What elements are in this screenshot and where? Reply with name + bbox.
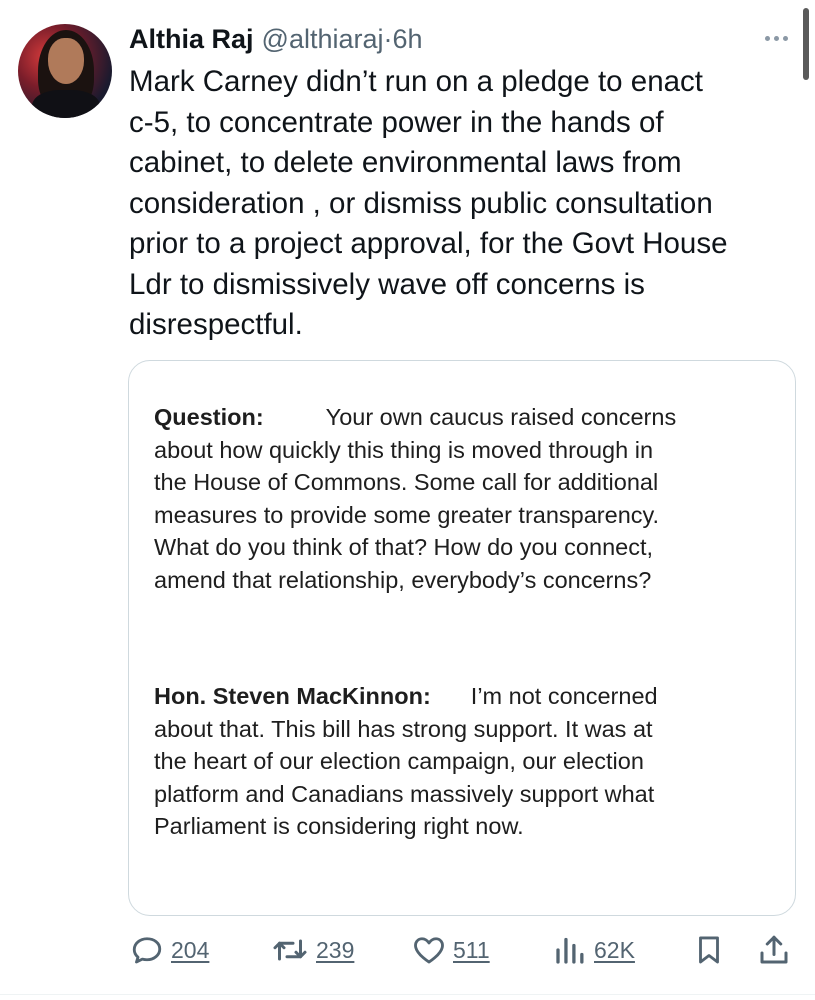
author-handle-time [262, 24, 423, 55]
question-label: Question: [154, 404, 264, 430]
avatar-face [48, 38, 84, 84]
answer-first-line: I’m not concerned [470, 683, 658, 709]
tweet-media-image[interactable] [128, 360, 796, 916]
transcript-question [154, 401, 794, 597]
share-button[interactable] [756, 930, 792, 970]
tweet-header [129, 24, 423, 56]
reply-icon [129, 932, 165, 968]
transcript-answer [154, 680, 794, 843]
reply-count: 204 [171, 936, 210, 963]
more-dot [774, 36, 779, 41]
answer-label: Hon. Steven MacKinnon: [154, 683, 431, 709]
like-button[interactable] [411, 930, 490, 970]
action-bar [0, 930, 815, 970]
more-icon[interactable] [760, 22, 792, 54]
views-button[interactable] [552, 930, 635, 970]
tweet-text: Mark Carney didn’t run on a pledge to enact c-5, to concentrate power in the hands of cabinet, to delete environmental laws from consideration , or dismiss public consultation prior to a project approval, for the Govt House Ldr to dismissively wave off concerns is disrespectful. [129, 65, 728, 341]
share-icon [756, 932, 792, 968]
more-dot [765, 36, 770, 41]
bookmark-icon [692, 932, 726, 968]
bookmark-button[interactable] [692, 930, 726, 970]
repost-button[interactable] [270, 930, 354, 970]
avatar-body [32, 90, 100, 118]
repost-count: 239 [316, 936, 355, 963]
question-rest: about how quickly this thing is moved through in the House of Commons. Some call for additional measures to provide some greater transparency. What do you think of that? How do you connect, amend that relationship, everybody’s concerns? [154, 436, 660, 593]
more-dot [783, 36, 788, 41]
views-count: 62K [594, 936, 635, 963]
repost-icon [270, 932, 310, 968]
separator: · [383, 24, 393, 54]
answer-rest: about that. This bill has strong support. It was at the heart of our election campaign, our election platform and Canadians massively support what Parliament is considering right now. [154, 715, 655, 840]
heart-icon [411, 932, 447, 968]
reply-button[interactable] [129, 930, 209, 970]
author-handle[interactable]: @althiaraj [261, 24, 384, 54]
tweet-time[interactable]: 6h [392, 24, 423, 54]
question-first-line: Your own caucus raised concerns [325, 404, 677, 430]
author-name[interactable]: Althia Raj [129, 24, 254, 54]
views-icon [552, 932, 588, 968]
scrollbar[interactable] [803, 8, 809, 80]
like-count: 511 [453, 936, 490, 963]
divider [0, 994, 815, 995]
avatar[interactable] [18, 24, 112, 118]
